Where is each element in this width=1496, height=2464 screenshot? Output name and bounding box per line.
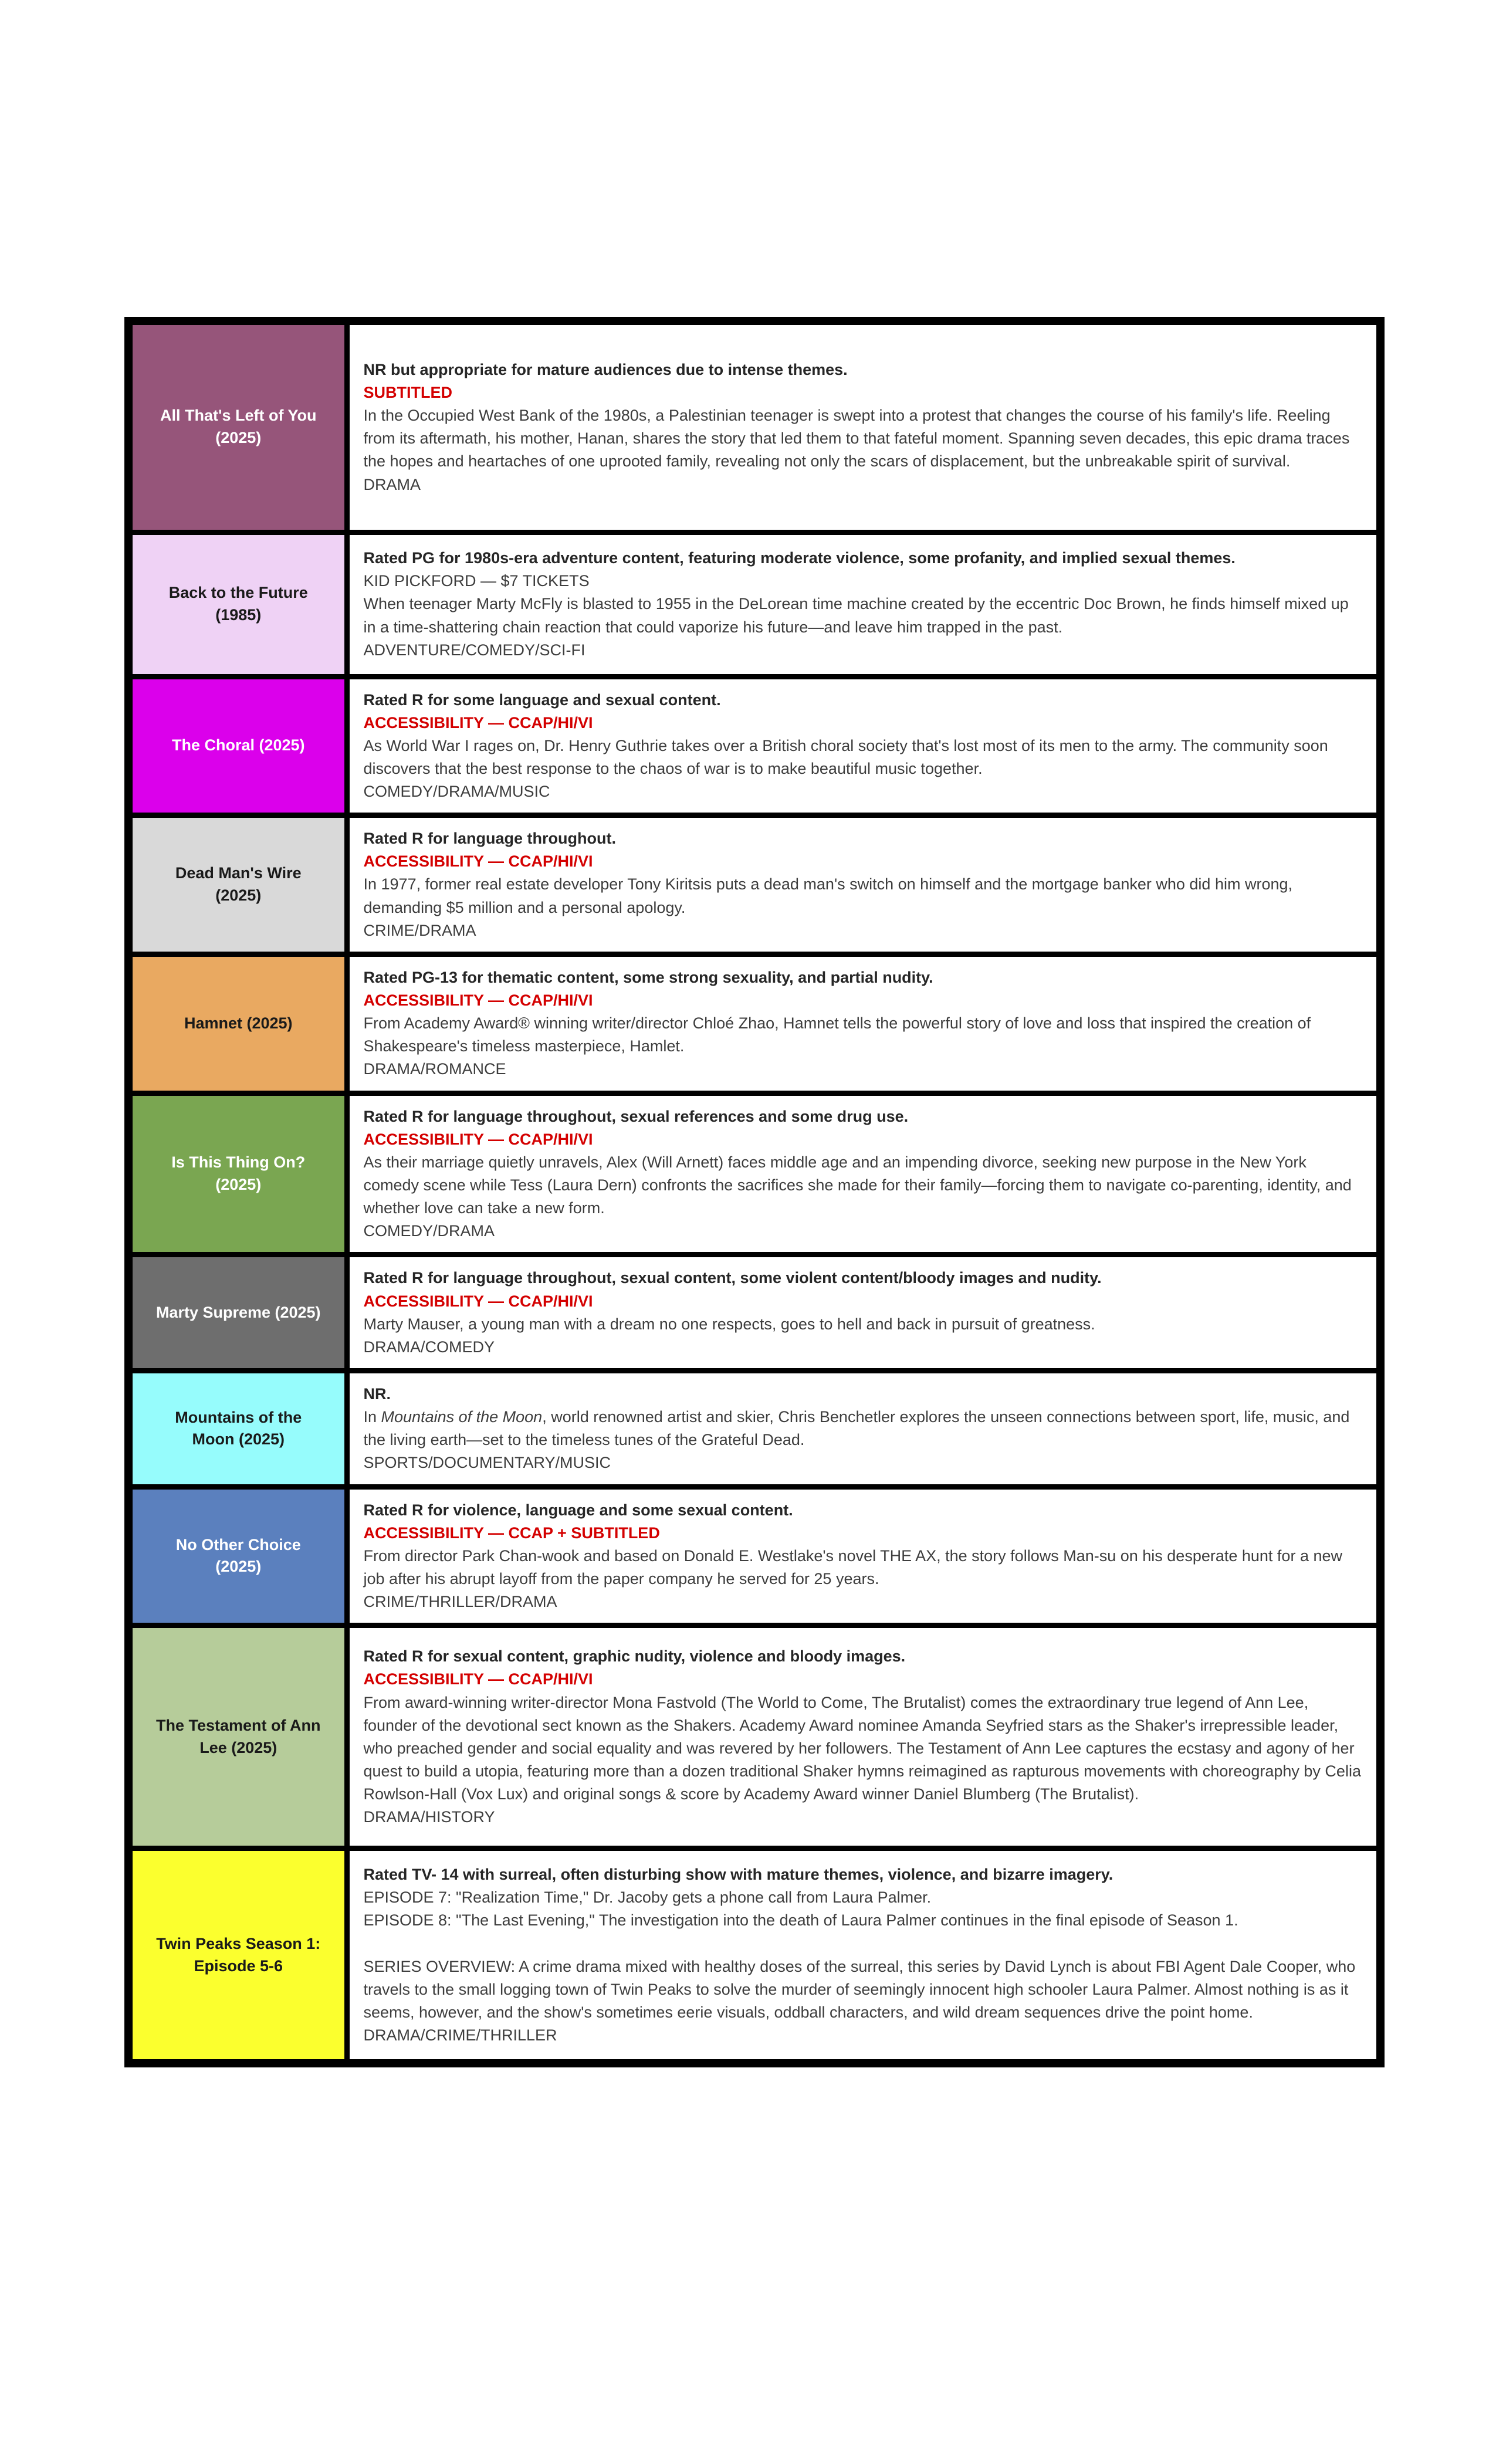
genre-text: CRIME/DRAMA bbox=[363, 921, 476, 939]
movie-title-line: Episode 5-6 bbox=[194, 1957, 283, 1975]
movie-title-cell bbox=[128, 1255, 347, 1371]
description-text: SERIES OVERVIEW: A crime drama mixed with healthy doses of the surreal, this series by David Lynch is about FBI Agent Dale Cooper, who travels to the small logging town of Twin Peaks to solve the murder of seemingly innocent high schooler Laura Palmer. Almost nothing is as it seems, however, and the show's sometimes eerie visuals, oddball characters, and wild dream sequences drive the point home. bbox=[363, 1957, 1356, 2022]
description-text: From director Park Chan-wook and based on Donald E. Westlake's novel THE AX, the story follows Man-su on his desperate hunt for a new job after his abrupt layoff from the paper company he served for 25 years. bbox=[363, 1546, 1342, 1588]
movie-description-cell bbox=[347, 1849, 1380, 2063]
movie-description-cell bbox=[347, 1487, 1380, 1626]
accessibility-text: ACCESSIBILITY — CCAP/HI/VI bbox=[363, 713, 593, 732]
rating-text: Rated PG for 1980s-era adventure content, featuring moderate violence, some profanity, and implied sexual themes. bbox=[363, 549, 1236, 567]
rating-text: Rated R for language throughout. bbox=[363, 830, 616, 848]
accessibility-text: ACCESSIBILITY — CCAP/HI/VI bbox=[363, 1292, 593, 1310]
genre-text: SPORTS/DOCUMENTARY/MUSIC bbox=[363, 1454, 611, 1472]
table-row bbox=[128, 1093, 1380, 1255]
table-body bbox=[128, 321, 1380, 2063]
genre-text: DRAMA/HISTORY bbox=[363, 1808, 495, 1826]
description-text: As their marriage quietly unravels, Alex (Will Arnett) faces middle age and an impending divorce, seeking new purpose in the New York comedy scene while Tess (Laura Dern) confronts the sacrifices she made for their family—forcing them to navigate co-parenting, identity, and whether love can take a new form. bbox=[363, 1153, 1352, 1217]
movie-description-cell bbox=[347, 954, 1380, 1093]
genre-text: COMEDY/DRAMA bbox=[363, 1222, 495, 1240]
movie-title-line: Back to the Future bbox=[168, 584, 308, 602]
rating-text: Rated R for sexual content, graphic nudity, violence and bloody images. bbox=[363, 1647, 906, 1666]
accessibility-text: ACCESSIBILITY — CCAP/HI/VI bbox=[363, 991, 593, 1010]
movie-title-line: The Choral (2025) bbox=[171, 736, 305, 754]
description-text: KID PICKFORD — $7 TICKETS bbox=[363, 572, 590, 590]
table-row bbox=[128, 1849, 1380, 2063]
genre-text: DRAMA/CRIME/THRILLER bbox=[363, 2026, 557, 2045]
description-text: When teenager Marty McFly is blasted to 1955 in the DeLorean time machine created by the eccentric Doc Brown, he finds himself mixed up in a time-shattering chain reaction that could vaporize his future—and leave him trapped in the past. bbox=[363, 595, 1349, 636]
movie-title-cell bbox=[128, 815, 347, 955]
rating-text: Rated R for violence, language and some sexual content. bbox=[363, 1501, 793, 1519]
movie-title-cell bbox=[128, 532, 347, 676]
movie-title-line: Dead Man's Wire bbox=[175, 864, 302, 882]
movie-title-cell bbox=[128, 954, 347, 1093]
genre-text: ADVENTURE/COMEDY/SCI-FI bbox=[363, 641, 585, 659]
rating-text: Rated R for some language and sexual content. bbox=[363, 691, 721, 709]
description-text: In 1977, former real estate developer Tony Kiritsis puts a dead man's switch on himself and the mortgage banker who did him wrong, demanding $5 million and a personal apology. bbox=[363, 875, 1292, 916]
rating-text: Rated R for language throughout, sexual references and some drug use. bbox=[363, 1107, 909, 1125]
movie-title-line: Hamnet (2025) bbox=[184, 1014, 293, 1032]
movie-description-cell bbox=[347, 1255, 1380, 1371]
text-segment: In bbox=[363, 1408, 381, 1426]
genre-text: DRAMA/COMEDY bbox=[363, 1338, 495, 1356]
movie-description-cell bbox=[347, 1371, 1380, 1487]
description-text: In the Occupied West Bank of the 1980s, a Palestinian teenager is swept into a protest that changes the course of his family's life. Reeling from its aftermath, his mother, Hanan, shares the story that led them to that fateful moment. Spanning seven decades, this epic drama traces the hopes and heartaches of one uprooted family, revealing not only the scars of displacement, but the unbreakable spirit of survival. bbox=[363, 407, 1350, 471]
genre-text: CRIME/THRILLER/DRAMA bbox=[363, 1593, 557, 1611]
movie-description-cell bbox=[347, 532, 1380, 676]
accessibility-text: ACCESSIBILITY — CCAP + SUBTITLED bbox=[363, 1524, 660, 1542]
movie-description-cell bbox=[347, 1626, 1380, 1849]
movie-title-line: The Testament of Ann bbox=[155, 1716, 321, 1734]
rating-text: NR. bbox=[363, 1385, 391, 1403]
description-text: EPISODE 7: "Realization Time," Dr. Jacoby gets a phone call from Laura Palmer. bbox=[363, 1888, 932, 1906]
genre-text: COMEDY/DRAMA/MUSIC bbox=[363, 783, 550, 801]
movie-title-cell bbox=[128, 321, 347, 532]
accessibility-text: ACCESSIBILITY — CCAP/HI/VI bbox=[363, 1670, 593, 1688]
movie-title-cell bbox=[128, 1626, 347, 1849]
description-text: Marty Mauser, a young man with a dream no one respects, goes to hell and back in pursuit of greatness. bbox=[363, 1315, 1095, 1333]
accessibility-text: SUBTITLED bbox=[363, 383, 452, 401]
movie-title-line: Marty Supreme (2025) bbox=[155, 1303, 321, 1321]
movie-description-cell bbox=[347, 815, 1380, 955]
movie-schedule-table bbox=[124, 317, 1385, 2067]
table-row bbox=[128, 1626, 1380, 1849]
accessibility-text: ACCESSIBILITY — CCAP/HI/VI bbox=[363, 1130, 593, 1148]
genre-text: DRAMA/ROMANCE bbox=[363, 1060, 506, 1078]
movie-description-cell bbox=[347, 1093, 1380, 1255]
paragraph-spacer bbox=[364, 1932, 1363, 1955]
description-text: From award-winning writer-director Mona Fastvold (The World to Come, The Brutalist) comes the extraordinary true legend of Ann Lee, founder of the devotional sect known as the Shakers. Academy Award nominee Amanda Seyfried stars as the Shaker's irrepressible leader, who preached gender and social equality and was revered by her followers. The Testament of Ann Lee captures the ecstasy and agony of her quest to build a utopia, featuring more than a dozen traditional Shaker hymns reimagined as rapturous movements with choreography by Celia Rowlson-Hall (Vox Lux) and original songs & score by Academy Award winner Daniel Blumberg (The Brutalist). bbox=[363, 1693, 1361, 1803]
table-row bbox=[128, 321, 1380, 532]
description-text: From Academy Award® winning writer/director Chloé Zhao, Hamnet tells the powerful story of love and loss that inspired the creation of Shakespeare's timeless masterpiece, Hamlet. bbox=[363, 1014, 1311, 1055]
movie-title-line: (2025) bbox=[215, 1558, 262, 1576]
movie-title-line: (2025) bbox=[215, 429, 262, 447]
movie-title-line: (1985) bbox=[215, 606, 262, 624]
movie-title-line: Moon (2025) bbox=[192, 1430, 285, 1448]
description-text: EPISODE 8: "The Last Evening," The investigation into the death of Laura Palmer continues in the final episode of Season 1. bbox=[363, 1911, 1238, 1929]
text-segment: , world renowned artist and skier, Chris Benchetler explores the unseen connections between sport, life, music, and the living earth—set to the timeless tunes of the Grateful Dead. bbox=[363, 1408, 1350, 1449]
movie-title-line: Mountains of the bbox=[175, 1408, 302, 1426]
movie-title-cell bbox=[128, 676, 347, 815]
movie-description-cell bbox=[347, 321, 1380, 532]
movie-title-line: No Other Choice bbox=[175, 1535, 301, 1553]
table-row bbox=[128, 954, 1380, 1093]
table-row bbox=[128, 1487, 1380, 1626]
table-row bbox=[128, 532, 1380, 676]
table-row bbox=[128, 676, 1380, 815]
table-row bbox=[128, 815, 1380, 955]
movie-title-cell bbox=[128, 1093, 347, 1255]
description-text: As World War I rages on, Dr. Henry Guthrie takes over a British choral society that's lost most of its men to the army. The community soon discovers that the best response to the chaos of war is to make beautiful music together. bbox=[363, 736, 1328, 777]
table-row bbox=[128, 1255, 1380, 1371]
movie-title-line: All That's Left of You bbox=[160, 407, 317, 425]
rating-text: NR but appropriate for mature audiences due to intense themes. bbox=[363, 360, 848, 378]
rating-text: Rated R for language throughout, sexual content, some violent content/bloody images and nudity. bbox=[363, 1269, 1102, 1287]
page bbox=[124, 317, 1385, 2067]
genre-text: DRAMA bbox=[363, 475, 421, 493]
movie-title-line: Lee (2025) bbox=[199, 1738, 277, 1756]
movie-title-cell bbox=[128, 1371, 347, 1487]
rating-text: Rated TV- 14 with surreal, often disturbing show with mature themes, violence, and bizarre imagery. bbox=[363, 1865, 1113, 1883]
movie-title-cell bbox=[128, 1487, 347, 1626]
movie-description-cell bbox=[347, 676, 1380, 815]
movie-title-line: Is This Thing On? bbox=[171, 1153, 306, 1172]
rating-text: Rated PG-13 for thematic content, some strong sexuality, and partial nudity. bbox=[363, 968, 933, 986]
description-text bbox=[364, 1406, 1363, 1451]
movie-title-line: (2025) bbox=[215, 1176, 262, 1194]
movie-title-cell bbox=[128, 1849, 347, 2063]
table-row bbox=[128, 1371, 1380, 1487]
movie-title-line: (2025) bbox=[215, 886, 262, 905]
movie-title-line: Twin Peaks Season 1: bbox=[156, 1934, 321, 1952]
accessibility-text: ACCESSIBILITY — CCAP/HI/VI bbox=[363, 852, 593, 871]
italic-movie-title: Mountains of the Moon bbox=[381, 1408, 543, 1426]
